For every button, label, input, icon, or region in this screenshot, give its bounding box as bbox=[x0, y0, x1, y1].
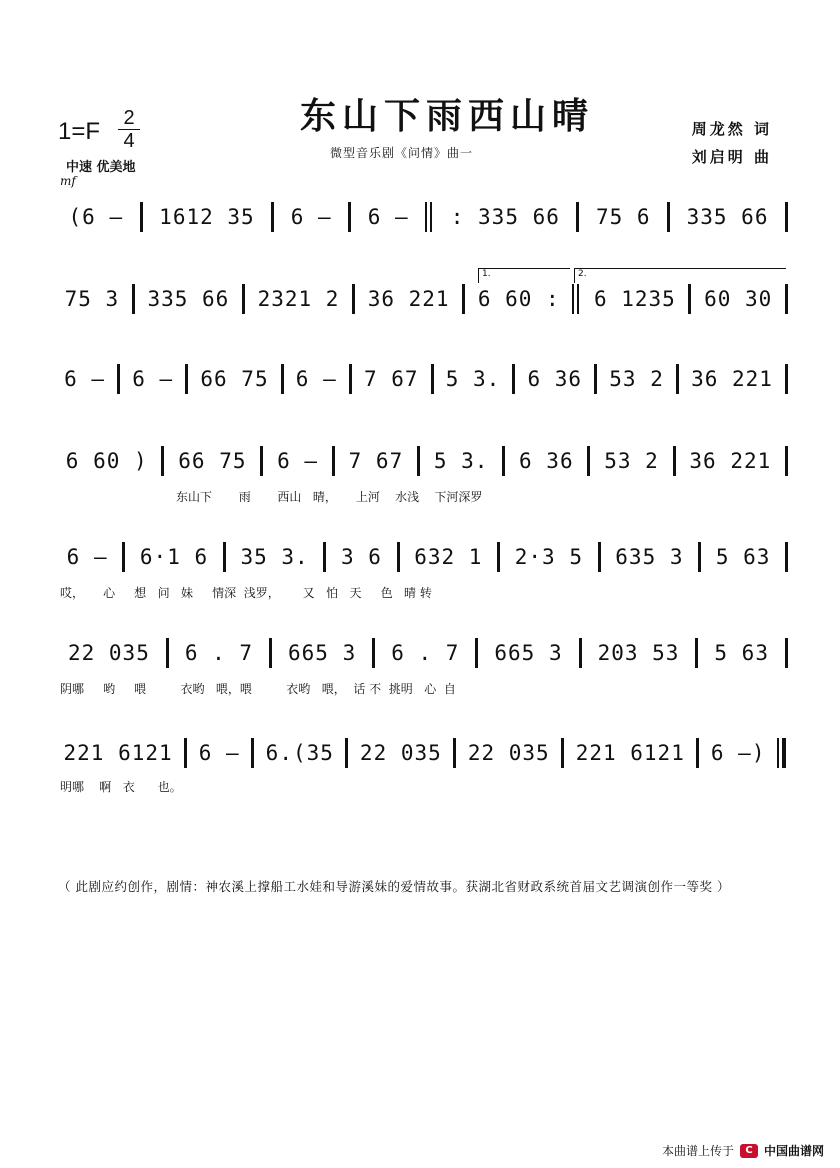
measure: 6 36 bbox=[527, 367, 583, 391]
measure: 3 6 bbox=[340, 545, 382, 569]
measure: 6 60 ) bbox=[65, 449, 148, 473]
time-signature-bottom: 4 bbox=[123, 130, 135, 152]
measure: 22 035 bbox=[67, 641, 150, 665]
time-signature bbox=[118, 108, 140, 151]
measure: 6 – bbox=[132, 367, 174, 391]
staff-line-7 bbox=[54, 736, 790, 770]
measure: 1612 35 bbox=[159, 205, 255, 229]
measure: 22 035 bbox=[467, 741, 550, 765]
tempo-marking: 中速 优美地 bbox=[66, 160, 136, 175]
volta-second-ending: 2. bbox=[574, 268, 786, 283]
composer-credit: 刘启明 曲 bbox=[691, 148, 772, 166]
staff-line-3 bbox=[54, 362, 790, 396]
measure: 5 3. bbox=[433, 449, 489, 473]
lyrics-line-5: 哎， 心 想 问 妹 情深 浅罗， 又 怕 天 色 晴 转 bbox=[60, 586, 432, 600]
measure: 335 66 bbox=[147, 287, 230, 311]
measure: 6 – bbox=[198, 741, 240, 765]
site-logo-icon: C bbox=[740, 1144, 758, 1158]
measure: 6 – bbox=[64, 367, 106, 391]
measure: 665 3 bbox=[288, 641, 357, 665]
measure: 6 – bbox=[277, 449, 319, 473]
measure: (6 – bbox=[68, 205, 124, 229]
measure: 75 3 bbox=[64, 287, 120, 311]
measure: 6 – bbox=[290, 205, 332, 229]
measure: 6 . 7 bbox=[184, 641, 254, 665]
lyrics-line-6: 阴哪 哟 喂 衣哟 喂，喂 衣哟 喂， 话 不 挑明 心 自 bbox=[60, 682, 456, 696]
measure: 6 – bbox=[367, 205, 409, 229]
measure: 2321 2 bbox=[257, 287, 340, 311]
program-note: （ 此剧应约创作，剧情：神农溪上撑船工水娃和导游溪妹的爱情故事。获湖北省财政系统首届文艺调演创作一等奖 ） bbox=[58, 879, 730, 894]
staff-line-6 bbox=[54, 636, 790, 670]
measure: 60 30 bbox=[704, 287, 773, 311]
measure: 6.(35 bbox=[265, 741, 334, 765]
measure: 2·3 5 bbox=[514, 545, 583, 569]
lyrics-line-7: 明哪 啊 衣 也。 bbox=[60, 780, 182, 794]
measure: 36 221 bbox=[367, 287, 450, 311]
song-subtitle: 微型音乐剧《问情》曲一 bbox=[330, 146, 474, 160]
measure: 632 1 bbox=[414, 545, 483, 569]
measure: 6·1 6 bbox=[139, 545, 209, 569]
measure: 6 – bbox=[66, 545, 108, 569]
measure: 6 – bbox=[295, 367, 337, 391]
measure: 7 67 bbox=[348, 449, 404, 473]
measure: 75 6 bbox=[595, 205, 651, 229]
volta-first-ending: 1. bbox=[478, 268, 570, 283]
measure: 221 6121 bbox=[63, 741, 173, 765]
measure: 7 67 bbox=[363, 367, 419, 391]
song-title: 东山下雨西山晴 bbox=[300, 95, 595, 137]
staff-line-1 bbox=[54, 200, 790, 234]
measure: 36 221 bbox=[691, 367, 773, 391]
staff-line-2 bbox=[54, 282, 790, 316]
measure: 221 6121 bbox=[575, 741, 685, 765]
measure: 6 –) bbox=[710, 741, 766, 765]
measure: 53 2 bbox=[609, 367, 664, 391]
staff-line-5 bbox=[54, 540, 790, 574]
measure: 665 3 bbox=[494, 641, 563, 665]
lyricist-credit: 周龙然 词 bbox=[691, 120, 772, 138]
upload-text: 本曲谱上传于 bbox=[661, 1144, 734, 1158]
measure: 5 63 bbox=[714, 641, 769, 665]
measure: 6 . 7 bbox=[391, 641, 460, 665]
measure: 335 66 bbox=[686, 205, 769, 229]
source-footer bbox=[662, 1142, 824, 1159]
measure: : 335 66 bbox=[450, 205, 560, 229]
measure: 6 60 : bbox=[477, 287, 560, 311]
measure: 66 75 bbox=[200, 367, 269, 391]
measure: 635 3 bbox=[615, 545, 684, 569]
measure: 6 1235 bbox=[593, 287, 676, 311]
measure: 53 2 bbox=[604, 449, 659, 473]
time-signature-top: 2 bbox=[123, 107, 135, 129]
measure: 35 3. bbox=[240, 545, 309, 569]
lyrics-line-4: 东山下 雨 西山 晴， 上河 水浅 下河深罗 bbox=[176, 490, 483, 504]
measure: 5 3. bbox=[445, 367, 501, 391]
measure: 5 63 bbox=[715, 545, 771, 569]
measure: 203 53 bbox=[597, 641, 680, 665]
measure: 22 035 bbox=[359, 741, 442, 765]
measure: 6 36 bbox=[519, 449, 574, 473]
measure: 36 221 bbox=[689, 449, 772, 473]
key-signature: 1=F bbox=[58, 118, 101, 145]
site-logo-text[interactable]: 中国曲谱网 bbox=[763, 1144, 824, 1158]
measure: 66 75 bbox=[178, 449, 247, 473]
staff-line-4 bbox=[54, 444, 790, 478]
dynamic-marking: mf bbox=[60, 174, 76, 188]
